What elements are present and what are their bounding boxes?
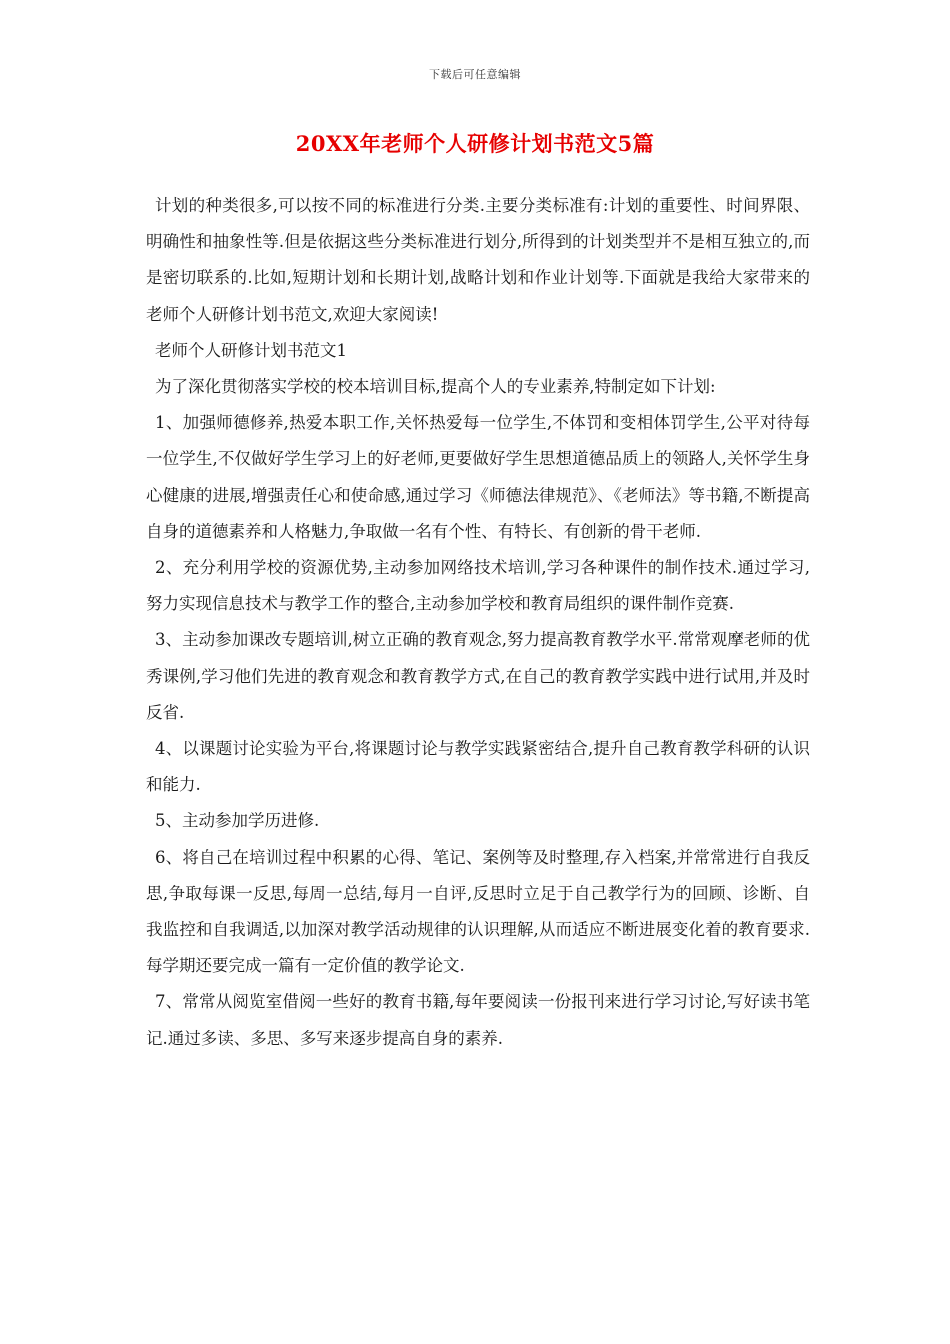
plan-item-4: 4、以课题讨论实验为平台,将课题讨论与教学实践紧密结合,提升自己教育教学科研的认识和能力. [146,739,810,795]
document-title: 20XX年老师个人研修计划书范文5篇 [295,131,655,156]
section-heading: 老师个人研修计划书范文1 [155,340,347,360]
page-header-note: 下载后可任意编辑 [429,68,521,81]
plan-item-2: 2、充分利用学校的资源优势,主动参加网络技术培训,学习各种课件的制作技术.通过学习,努力实现信息技术与教学工作的整合,主动参加学校和教育局组织的课件制作竞赛. [146,558,810,614]
plan-item-7: 7、常常从阅览室借阅一些好的教育书籍,每年要阅读一份报刊来进行学习讨论,写好读书笔记.通过多读、多思、多写来逐步提高自身的素养. [146,992,810,1048]
plan-item-5: 5、主动参加学历进修. [155,811,320,831]
document-body [146,188,810,1057]
section-intro-paragraph: 为了深化贯彻落实学校的校本培训目标,提高个人的专业素养,特制定如下计划: [155,377,716,397]
plan-item-3: 3、主动参加课改专题培训,树立正确的教育观念,努力提高教育教学水平.常常观摩老师的优秀课例,学习他们先进的教育观念和教育教学方式,在自己的教育教学实践中进行试用,并及时反省. [146,630,810,722]
intro-paragraph: 计划的种类很多,可以按不同的标准进行分类.主要分类标准有:计划的重要性、时间界限、明确性和抽象性等.但是依据这些分类标准进行划分,所得到的计划类型并不是相互独立的,而是密切联系的.比如,短期计划和长期计划,战略计划和作业计划等.下面就是我给大家带来的老师个人研修计划书范文,欢迎大家阅读! [146,196,810,324]
plan-item-1: 1、加强师德修养,热爱本职工作,关怀热爱每一位学生,不体罚和变相体罚学生,公平对待每一位学生,不仅做好学生学习上的好老师,更要做好学生思想道德品质上的领路人,关怀学生身心健康的进展,增强责任心和使命感,通过学习《师德法律规范》、《老师法》等书籍,不断提高自身的道德素养和人格魅力,争取做一名有个性、有特长、有创新的骨干老师. [146,413,810,541]
plan-item-6: 6、将自己在培训过程中积累的心得、笔记、案例等及时整理,存入档案,并常常进行自我反思,争取每课一反思,每周一总结,每月一自评,反思时立足于自己教学行为的回顾、诊断、自我监控和自我调适,以加深对教学活动规律的认识理解,从而适应不断进展变化着的教育要求.每学期还要完成一篇有一定价值的教学论文. [146,847,810,976]
